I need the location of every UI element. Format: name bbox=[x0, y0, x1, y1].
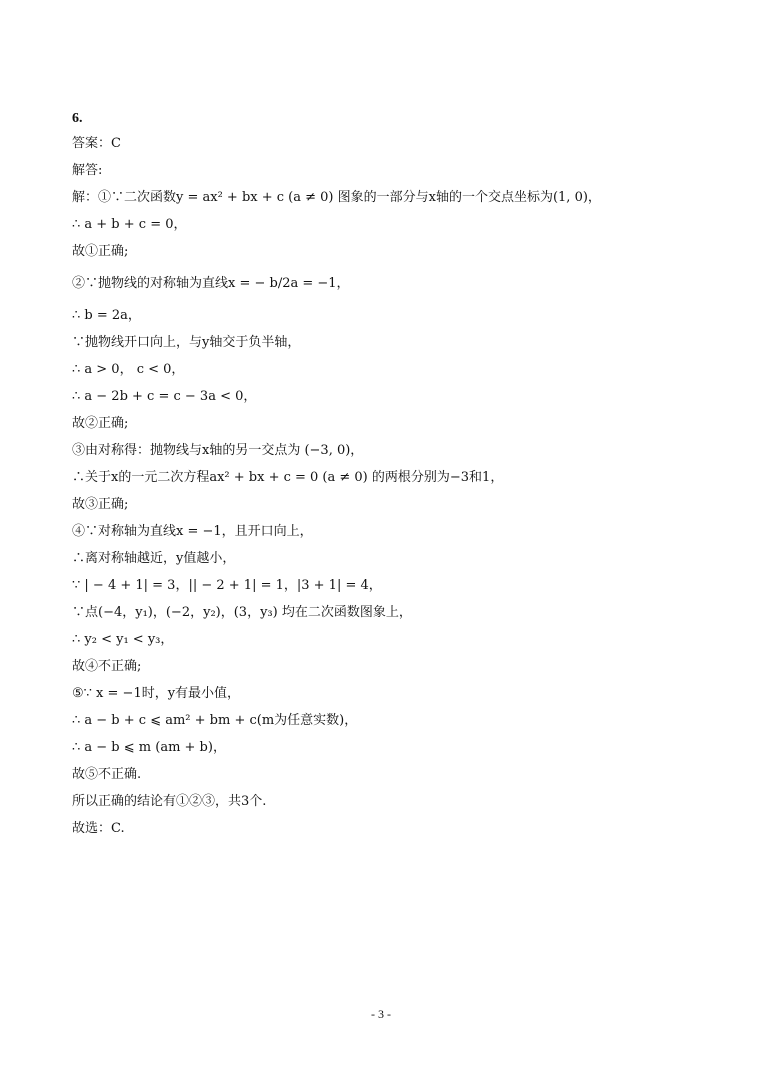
solution-line: ③由对称得：抛物线与x轴的另一交点为 (−3, 0)， bbox=[72, 443, 364, 458]
answer-line: 答案：C bbox=[72, 136, 121, 151]
solution-line: ∵ | − 4 + 1| = 3，|| − 2 + 1| = 1，|3 + 1| = 4， bbox=[72, 578, 382, 593]
solution-line: ∵抛物线开口向上，与y轴交于负半轴， bbox=[72, 335, 301, 350]
solution-line: ∴关于x的一元二次方程ax² + bx + c = 0 (a ≠ 0) 的两根分别为−3和1， bbox=[72, 470, 504, 485]
solution-line: ⑤∵ x = −1时，y有最小值， bbox=[72, 686, 241, 701]
solution-line: ∴ a > 0， c < 0， bbox=[72, 362, 185, 377]
solution-line: ∴离对称轴越近，y值越小， bbox=[72, 551, 236, 566]
solution-line: 故②正确; bbox=[72, 416, 129, 431]
solution-line: ∴ y₂ < y₁ < y₃， bbox=[72, 632, 174, 647]
solution-line: ∵点(−4，y₁)，(−2，y₂)，(3，y₃) 均在二次函数图象上， bbox=[72, 605, 412, 620]
solution-line: 故③正确; bbox=[72, 497, 129, 512]
solution-line: 解：①∵二次函数y = ax² + bx + c (a ≠ 0) 图象的一部分与x轴的一个交点坐标为(1, 0)， bbox=[72, 190, 601, 205]
answer-content bbox=[72, 106, 692, 842]
solution-line: ∴ a − 2b + c = c − 3a < 0， bbox=[72, 389, 257, 404]
solution-line: ∴ a − b ⩽ m (am + b)， bbox=[72, 740, 226, 755]
solution-heading: 解答: bbox=[72, 163, 103, 178]
solution-line: 所以正确的结论有①②③，共3个. bbox=[72, 794, 267, 809]
solution-line: ∴ b = 2a， bbox=[72, 308, 141, 323]
final-answer-line: 故选：C. bbox=[72, 821, 125, 836]
solution-line: 故①正确; bbox=[72, 244, 129, 259]
solution-line: ②∵抛物线的对称轴为直线x = − b/2a = −1， bbox=[72, 276, 350, 291]
question-number: 6. bbox=[72, 111, 83, 126]
solution-line: ∴ a + b + c = 0， bbox=[72, 217, 187, 232]
solution-line: ∴ a − b + c ⩽ am² + bm + c(m为任意实数)， bbox=[72, 713, 358, 728]
solution-line: ④∵对称轴为直线x = −1，且开口向上， bbox=[72, 524, 313, 539]
solution-line: 故④不正确; bbox=[72, 659, 142, 674]
page-number: - 3 - bbox=[371, 1007, 391, 1021]
solution-line: 故⑤不正确. bbox=[72, 767, 142, 782]
